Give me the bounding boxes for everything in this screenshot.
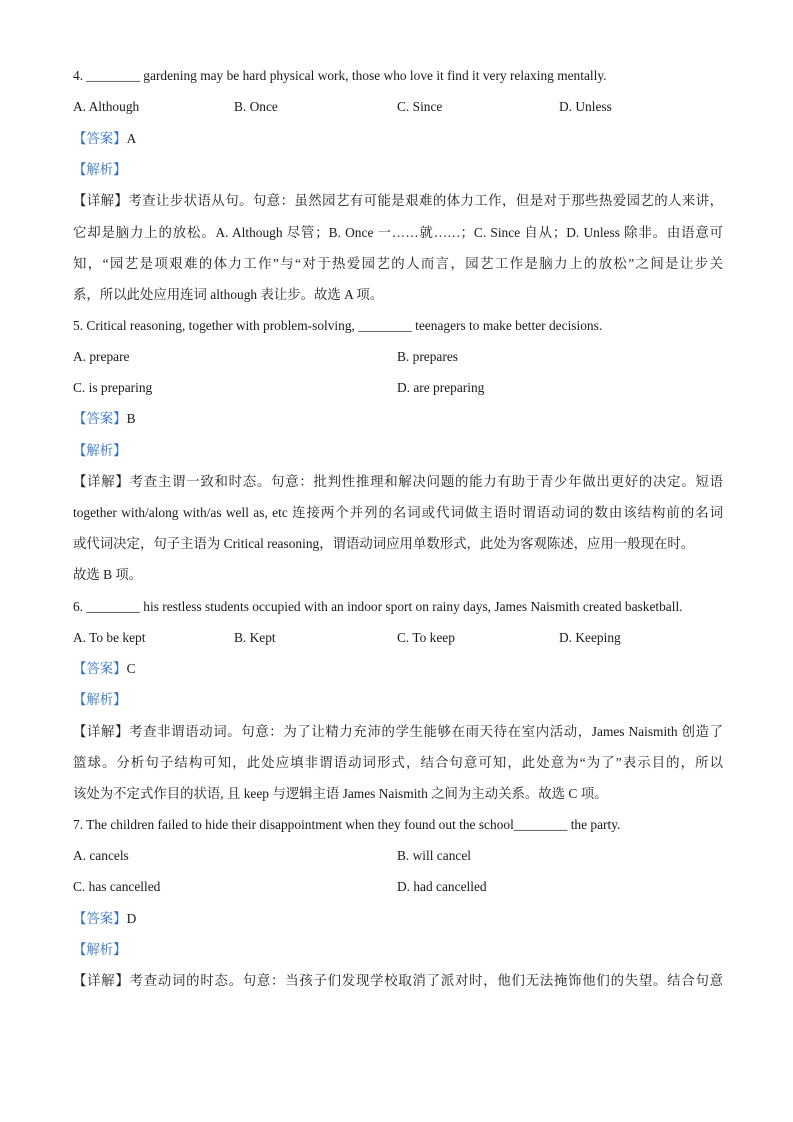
- answer-label: 【答案】: [73, 131, 127, 146]
- question-7-stem: 7. The children failed to hide their disappointment when they found out the school________ the party.: [73, 817, 621, 832]
- answer-value: D: [126, 911, 137, 926]
- question-7-option-b: B. will cancel: [397, 848, 471, 863]
- question-6-answer: [73, 661, 136, 677]
- question-6-detail-line: 该处为不定式作目的状语, 且 keep 与逻辑主语 James Naismith 之间为主动关系。故选 C 项。: [73, 786, 608, 801]
- question-5-option-a: A. prepare: [73, 349, 130, 364]
- answer-label: 【答案】: [73, 661, 127, 676]
- question-5-option-b: B. prepares: [397, 349, 458, 364]
- question-4-option-a: A. Although: [73, 99, 140, 114]
- question-5-detail-line: 故选 B 项。: [73, 567, 143, 582]
- question-6-analysis-label: 【解析】: [73, 692, 127, 707]
- question-5-stem: 5. Critical reasoning, together with problem-solving, ________ teenagers to make better decisions.: [73, 318, 603, 333]
- question-7-option-a: A. cancels: [73, 848, 129, 863]
- question-5-option-d: D. are preparing: [397, 380, 485, 395]
- question-5-answer: [73, 411, 136, 427]
- question-7-answer: [73, 911, 136, 927]
- question-5-detail-line: together with/along with/as well as, etc 连接两个并列的名词或代词做主语时谓语动词的数由该结构前的名词: [73, 505, 723, 520]
- answer-value: B: [126, 411, 136, 426]
- question-7-option-c: C. has cancelled: [73, 879, 161, 894]
- question-5-detail-line: 【详解】考查主谓一致和时态。句意：批判性推理和解决问题的能力有助于青少年做出更好的决定。短语: [73, 474, 723, 489]
- answer-label: 【答案】: [73, 411, 127, 426]
- question-6-option-c: C. To keep: [397, 630, 455, 645]
- question-5-detail-line: 或代词决定，句子主语为 Critical reasoning，谓语动词应用单数形式，此处为客观陈述，应用一般现在时。: [73, 536, 695, 551]
- question-7-analysis-label: 【解析】: [73, 942, 127, 957]
- question-6-stem: 6. ________ his restless students occupied with an indoor sport on rainy days, James Naismith created basketball.: [73, 599, 683, 614]
- question-5-option-c: C. is preparing: [73, 380, 153, 395]
- question-6-option-d: D. Keeping: [559, 630, 621, 645]
- question-4-option-d: D. Unless: [559, 99, 612, 114]
- question-6-option-b: B. Kept: [234, 630, 276, 645]
- question-4-stem: 4. ________ gardening may be hard physical work, those who love it find it very relaxing mentally.: [73, 68, 607, 83]
- question-6-detail-line: 篮球。分析句子结构可知，此处应填非谓语动词形式，结合句意可知，此处意为“为了”表示目的，所以: [73, 755, 723, 770]
- answer-value: C: [126, 661, 136, 676]
- question-4-detail-line: 它却是脑力上的放松。A. Although 尽管；B. Once 一……就……；C. Since 自从；D. Unless 除非。由语意可: [73, 225, 723, 240]
- question-4-option-b: B. Once: [234, 99, 278, 114]
- question-7-option-d: D. had cancelled: [397, 879, 487, 894]
- question-4-detail-line: 系，所以此处应用连词 although 表让步。故选 A 项。: [73, 287, 384, 302]
- answer-label: 【答案】: [73, 911, 127, 926]
- question-6-option-a: A. To be kept: [73, 630, 146, 645]
- question-5-analysis-label: 【解析】: [73, 443, 127, 458]
- question-4-answer: [73, 131, 136, 147]
- question-4-detail-line: 【详解】考查让步状语从句。句意：虽然园艺有可能是艰难的体力工作，但是对于那些热爱园艺的人来讲，: [73, 193, 723, 208]
- question-4-detail-line: 知，“园艺是项艰难的体力工作”与“对于热爱园艺的人而言，园艺工作是脑力上的放松”之间是让步关: [73, 256, 723, 271]
- question-6-detail-line: 【详解】考查非谓语动词。句意：为了让精力充沛的学生能够在雨天待在室内活动，James Naismith 创造了: [73, 724, 723, 739]
- question-4-analysis-label: 【解析】: [73, 162, 127, 177]
- question-7-detail-line: 【详解】考查动词的时态。句意：当孩子们发现学校取消了派对时，他们无法掩饰他们的失望。结合句意: [73, 973, 723, 988]
- question-4-option-c: C. Since: [397, 99, 443, 114]
- answer-value: A: [126, 131, 137, 146]
